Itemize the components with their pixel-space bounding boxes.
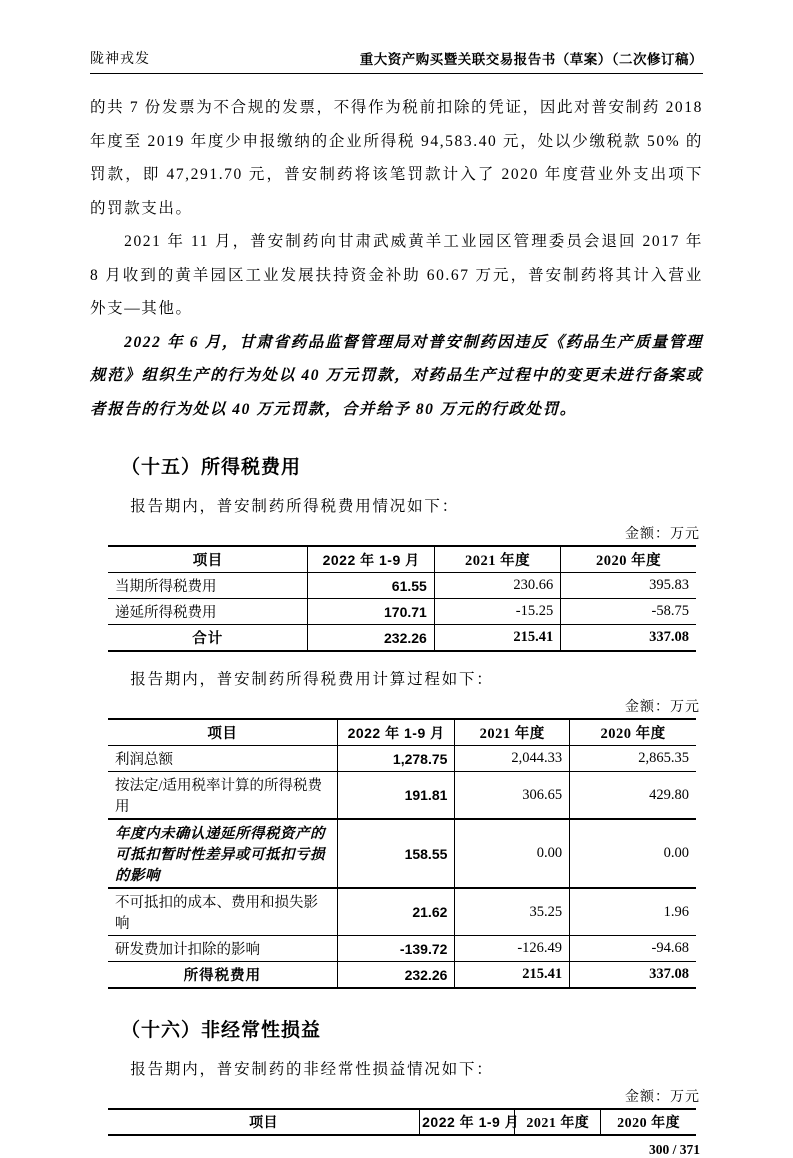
page-number: 300 / 371 [648,1142,700,1157]
row-label-cell: 利润总额 [108,746,337,772]
value-cell: 35.25 [455,888,570,936]
table-header-cell: 2022 年 1-9 月 [420,1109,515,1135]
page-header [90,48,703,74]
section-15-intro-1: 报告期内，普安制药所得税费用情况如下： [130,498,459,515]
value-cell: -126.49 [455,936,570,962]
value-cell: 337.08 [561,625,696,652]
row-label-cell: 当期所得税费用 [108,573,308,599]
row-label-cell: 按法定/适用税率计算的所得税费用 [108,772,337,820]
table-header-cell: 2020 年度 [570,719,696,746]
table-row [108,772,696,820]
table-header-cell: 2021 年度 [515,1109,601,1135]
table-header-cell: 2021 年度 [455,719,570,746]
table-header-cell: 项目 [108,719,337,746]
section-16-heading: （十六）非经常性损益 [121,1020,322,1041]
value-cell: 232.26 [337,962,455,989]
non-recurring-items-table [108,1108,696,1136]
value-cell: -139.72 [337,936,455,962]
value-cell: 191.81 [337,772,455,820]
table-row [108,888,696,936]
value-cell: 1,278.75 [337,746,455,772]
value-cell: 395.83 [561,573,696,599]
income-tax-calculation-table [108,718,696,989]
table-header-cell: 项目 [108,1109,420,1135]
table-header-cell: 2022 年 1-9 月 [308,546,434,573]
row-label-cell: 研发费加计扣除的影响 [108,936,337,962]
row-label-cell: 所得税费用 [108,962,337,989]
paragraph-gmp-penalty: 2022 年 6 月，甘肃省药品监督管理局对普安制药因违反《药品生产质量管理规范》组织生产的行为处以 40 万元罚款，对药品生产过程中的变更未进行备案或者报告的行为处以 40 万元罚款，合并给予 80 万元的行政处罚。 [90,333,703,418]
header-company-name: 陇神戎发 [90,52,150,67]
table-header-cell: 2020 年度 [561,546,696,573]
table-header-cell: 2021 年度 [434,546,560,573]
value-cell: 230.66 [434,573,560,599]
value-cell: -58.75 [561,599,696,625]
table-row [108,746,696,772]
section-15-heading: （十五）所得税费用 [121,457,302,478]
paragraph-subsidy-return: 2021 年 11 月，普安制药向甘肃武威黄羊工业园区管理委员会退回 2017 年 8 月收到的黄羊园区工业发展扶持资金补助 60.67 万元，普安制药将其计入营业外支—其他。 [90,233,703,317]
section-15-intro-2: 报告期内，普安制药所得税费用计算过程如下： [130,671,494,688]
section-16-intro: 报告期内，普安制药的非经常性损益情况如下： [130,1061,494,1078]
value-cell: -94.68 [570,936,696,962]
value-cell: 2,865.35 [570,746,696,772]
value-cell: 61.55 [308,573,434,599]
value-cell: 158.55 [337,819,455,888]
value-cell: 21.62 [337,888,455,936]
table-row [108,599,696,625]
value-cell: 337.08 [570,962,696,989]
table-row [108,819,696,888]
table-header-row [108,546,696,573]
income-tax-expense-table [108,545,696,652]
value-cell: 170.71 [308,599,434,625]
value-cell: 0.00 [455,819,570,888]
table-header-row [108,1109,696,1135]
table-row [108,962,696,989]
value-cell: 1.96 [570,888,696,936]
value-cell: 232.26 [308,625,434,652]
table-header-cell: 2022 年 1-9 月 [337,719,455,746]
unit-label-3: 金额：万元 [625,1090,700,1105]
paragraph-invoice-penalty: 的共 7 份发票为不合规的发票，不得作为税前扣除的凭证，因此对普安制药 2018 年度至 2019 年度少申报缴纳的企业所得税 94,583.40 元，处以少缴税款 50% 的罚款，即 47,291.70 元，普安制药将该笔罚款计入了 2020 年度营业外支出项下的罚款支出。 [90,99,703,217]
row-label-cell: 合计 [108,625,308,652]
table-row [108,573,696,599]
value-cell: 215.41 [434,625,560,652]
unit-label-2: 金额：万元 [625,700,700,715]
value-cell: 429.80 [570,772,696,820]
table-header-row [108,719,696,746]
row-label-cell: 递延所得税费用 [108,599,308,625]
table-row [108,936,696,962]
unit-label-1: 金额：万元 [625,527,700,542]
header-document-title: 重大资产购买暨关联交易报告书（草案）（二次修订稿） [359,52,703,67]
row-label-cell: 不可抵扣的成本、费用和损失影响 [108,888,337,936]
table-row [108,625,696,652]
value-cell: 215.41 [455,962,570,989]
row-label-cell: 年度内未确认递延所得税资产的可抵扣暂时性差异或可抵扣亏损的影响 [108,819,337,888]
value-cell: -15.25 [434,599,560,625]
value-cell: 306.65 [455,772,570,820]
value-cell: 2,044.33 [455,746,570,772]
table-header-cell: 2020 年度 [601,1109,696,1135]
table-header-cell: 项目 [108,546,308,573]
value-cell: 0.00 [570,819,696,888]
